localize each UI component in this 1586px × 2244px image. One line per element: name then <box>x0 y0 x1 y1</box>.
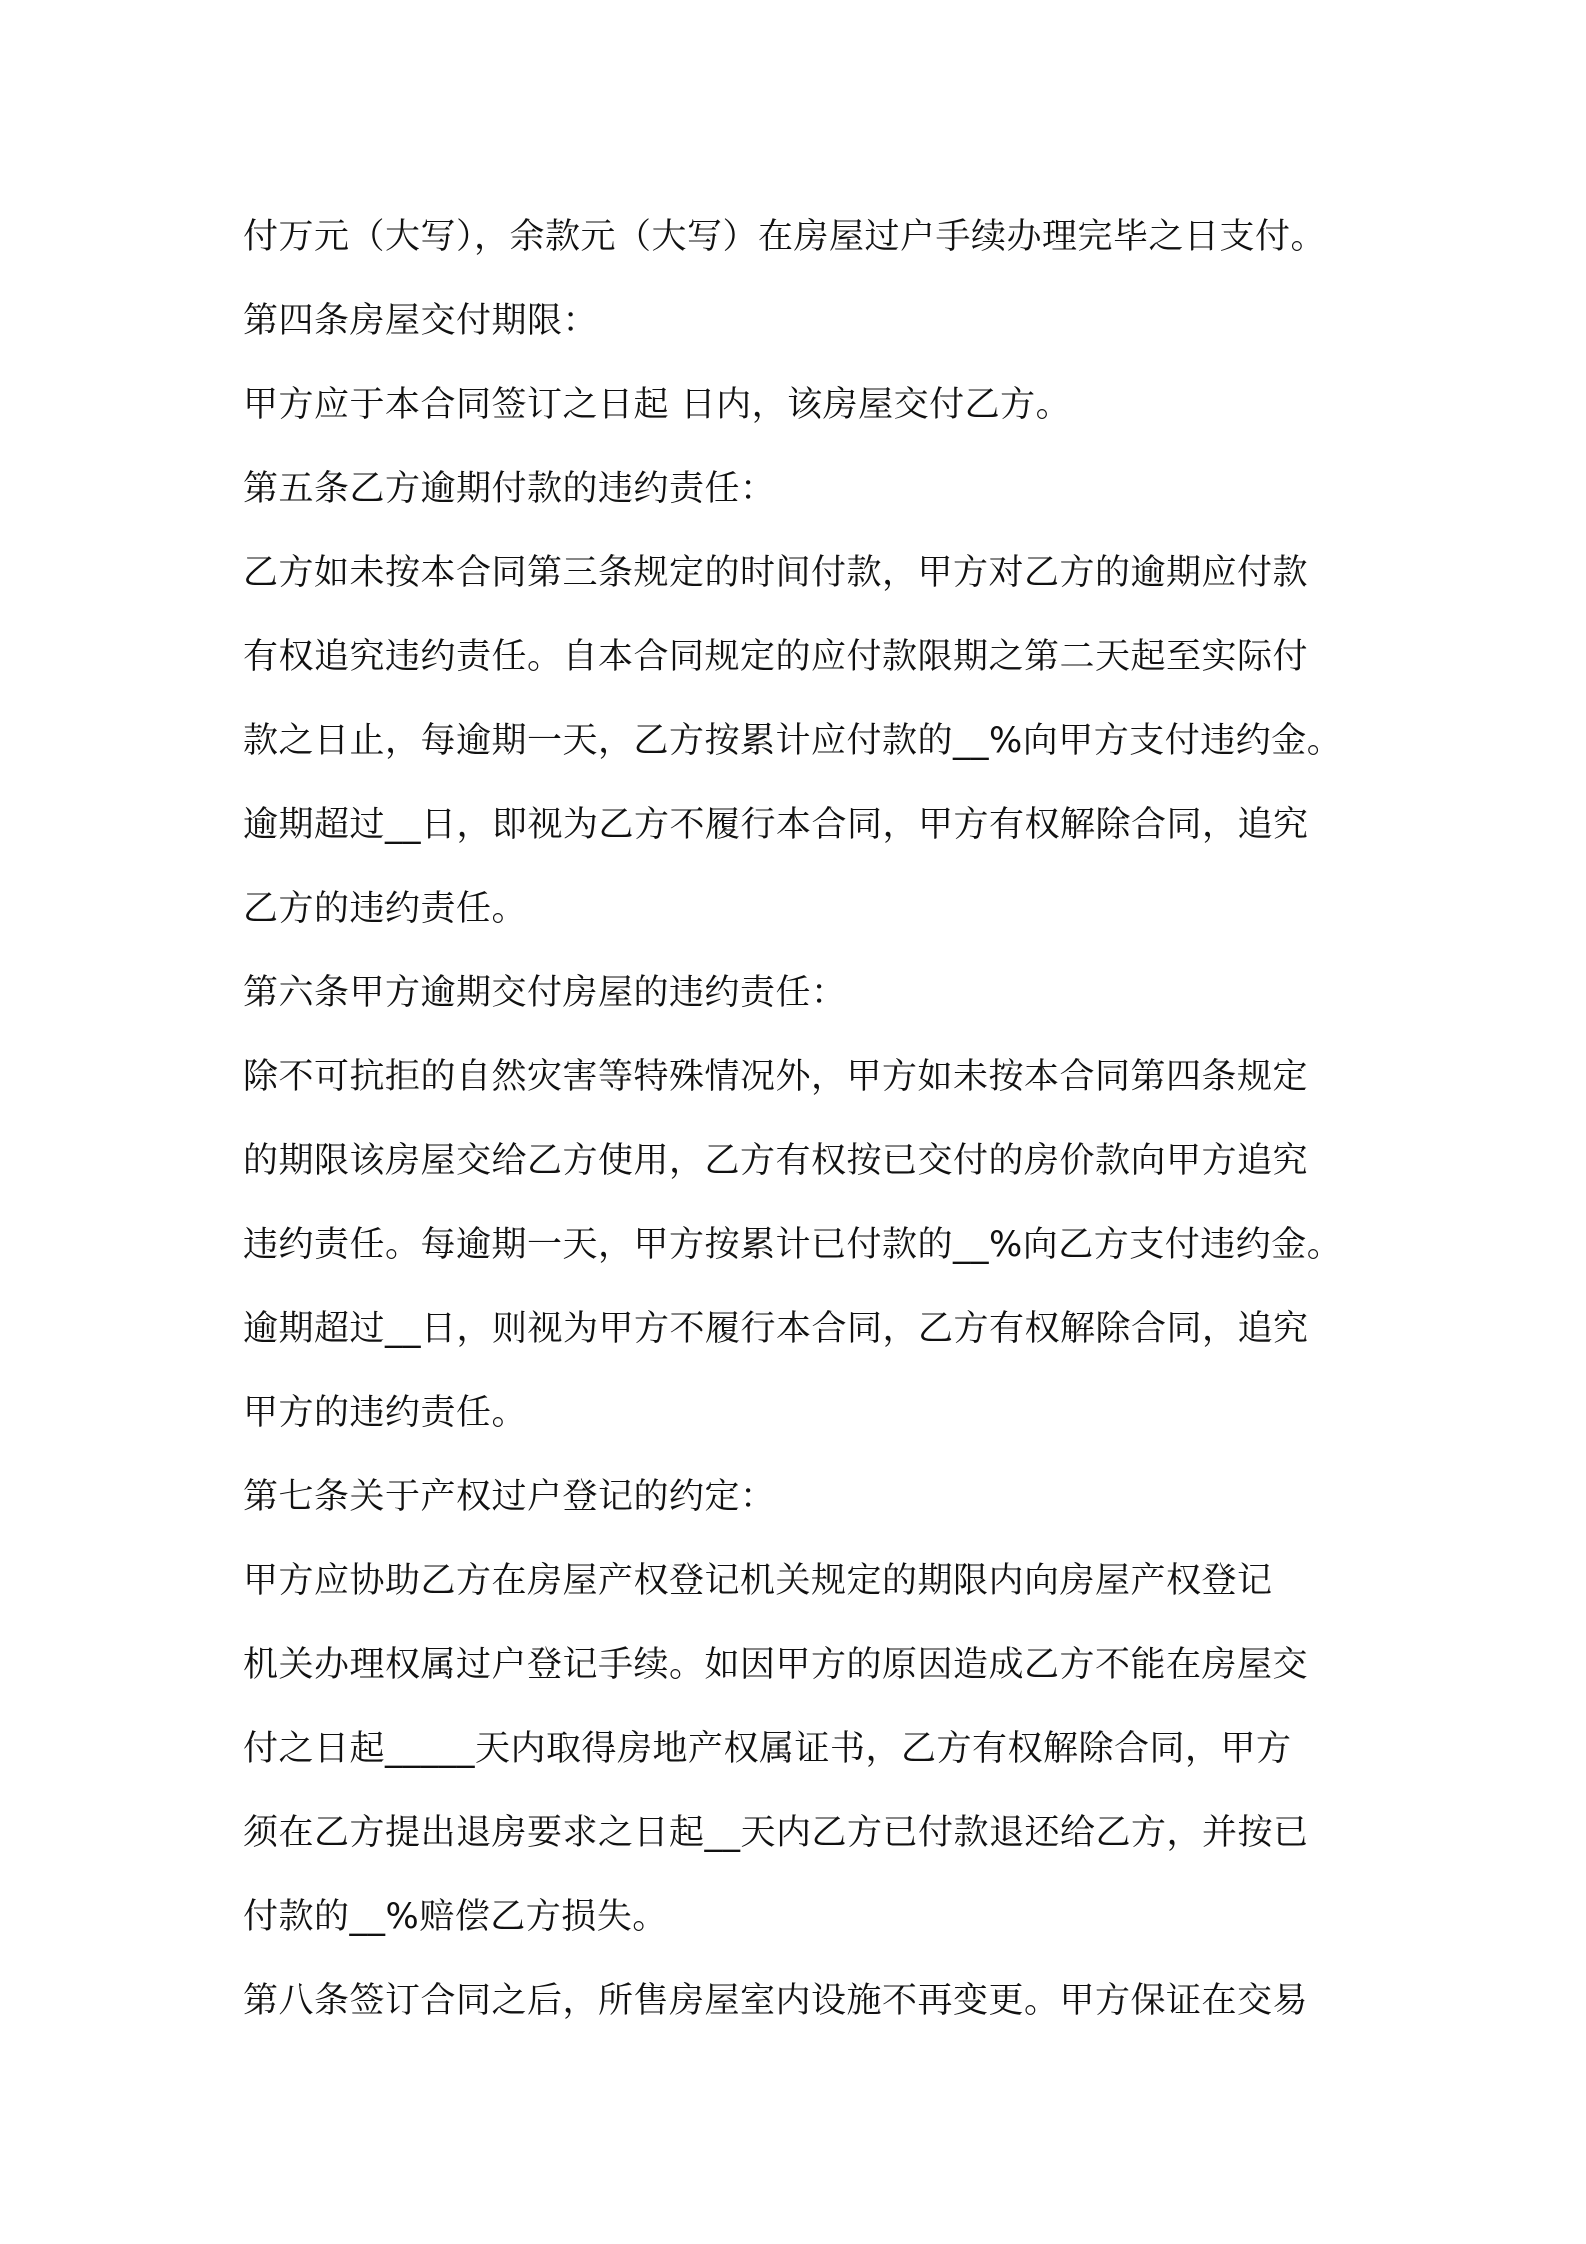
section-heading: 第七条关于产权过户登记的约定： <box>243 1477 776 1517</box>
text-line: 逾期超过__日，即视为乙方不履行本合同，甲方有权解除合同，追究 <box>243 805 1309 845</box>
text-line: 甲方应于本合同签订之日起 日内，该房屋交付乙方。 <box>243 385 1072 425</box>
text-line: 乙方如未按本合同第三条规定的时间付款，甲方对乙方的逾期应付款 <box>243 553 1309 593</box>
text-line: 款之日止，每逾期一天，乙方按累计应付款的__%向甲方支付违约金。 <box>243 721 1343 761</box>
text-line: 甲方应协助乙方在房屋产权登记机关规定的期限内向房屋产权登记 <box>243 1561 1273 1601</box>
text-line: 甲方的违约责任。 <box>243 1393 528 1433</box>
text-line: 乙方的违约责任。 <box>243 889 528 929</box>
section-heading: 第八条签订合同之后，所售房屋室内设施不再变更。甲方保证在交易 <box>243 1981 1309 2021</box>
text-line: 违约责任。每逾期一天，甲方按累计已付款的__%向乙方支付违约金。 <box>243 1225 1343 1265</box>
text-line: 除不可抗拒的自然灾害等特殊情况外，甲方如未按本合同第四条规定 <box>243 1057 1309 1097</box>
text-line: 逾期超过__日，则视为甲方不履行本合同，乙方有权解除合同，追究 <box>243 1309 1309 1349</box>
text-line: 付款的__%赔偿乙方损失。 <box>243 1897 668 1937</box>
text-line: 机关办理权属过户登记手续。如因甲方的原因造成乙方不能在房屋交 <box>243 1645 1309 1685</box>
text-line: 须在乙方提出退房要求之日起__天内乙方已付款退还给乙方，并按已 <box>243 1813 1309 1853</box>
section-heading: 第六条甲方逾期交付房屋的违约责任： <box>243 973 847 1013</box>
text-line: 有权追究违约责任。自本合同规定的应付款限期之第二天起至实际付 <box>243 637 1309 677</box>
contract-text <box>243 195 1363 2043</box>
text-line: 的期限该房屋交给乙方使用，乙方有权按已交付的房价款向甲方追究 <box>243 1141 1309 1181</box>
section-heading: 第五条乙方逾期付款的违约责任： <box>243 469 776 509</box>
text-line: 付之日起_____天内取得房地产权属证书，乙方有权解除合同，甲方 <box>243 1729 1292 1769</box>
text-line: 付万元（大写），余款元（大写）在房屋过户手续办理完毕之日支付。 <box>243 217 1327 257</box>
section-heading: 第四条房屋交付期限： <box>243 301 599 341</box>
